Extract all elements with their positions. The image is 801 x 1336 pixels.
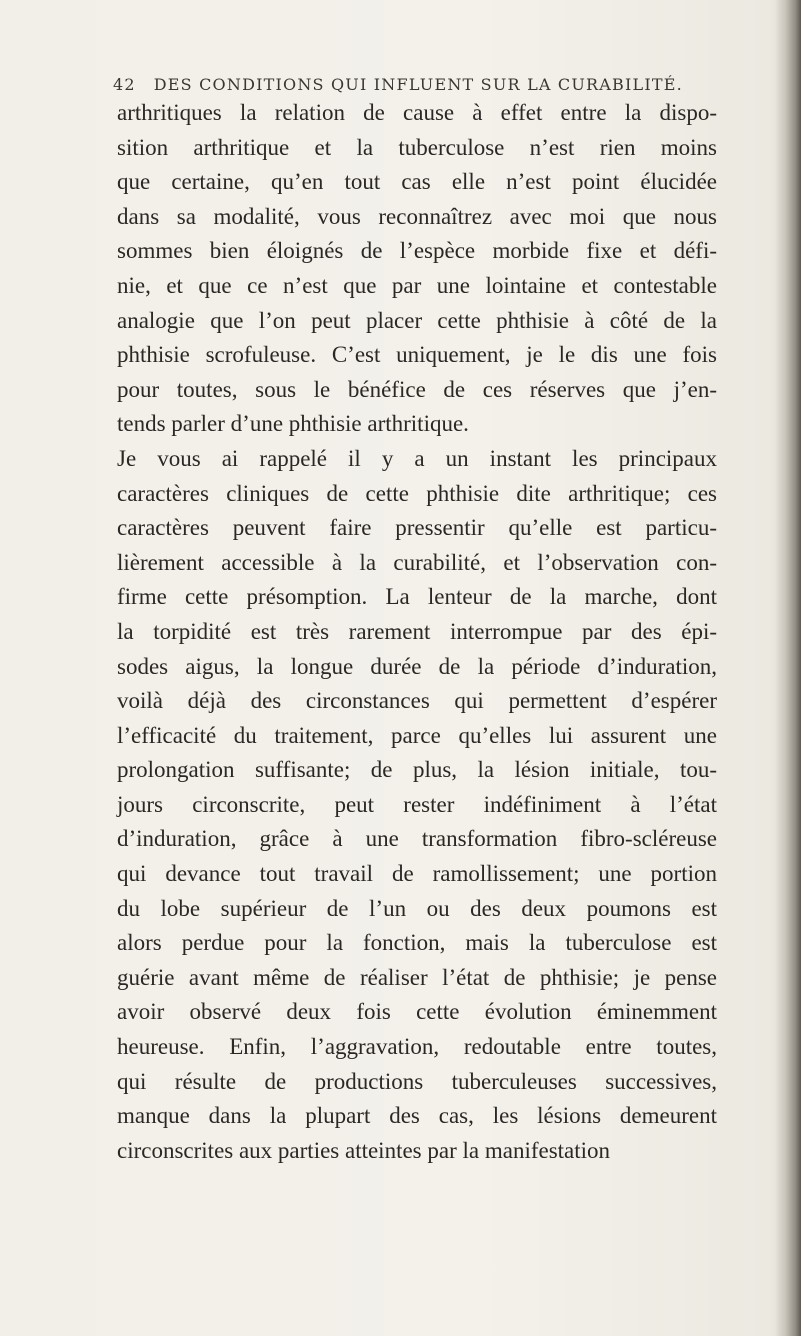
text-line: voilà déjà des circonstances qui permettent d’espérer xyxy=(117,688,717,714)
text-line: qui résulte de productions tuberculeuses successives, xyxy=(117,1068,717,1094)
text-line: sommes bien éloignés de l’espèce morbide fixe et défi- xyxy=(117,238,717,264)
text-line: alors perdue pour la fonction, mais la tuberculose est xyxy=(117,930,717,956)
text-line: tends parler d’une phthisie arthritique. xyxy=(117,411,469,437)
text-line: caractères cliniques de cette phthisie dite arthritique; ces xyxy=(117,480,717,506)
text-line: que certaine, qu’en tout cas elle n’est point élucidée xyxy=(117,169,717,195)
page-number: 42 xyxy=(113,75,136,94)
text-line: arthritiques la relation de cause à effet entre la dispo- xyxy=(117,100,717,125)
text-line: circonscrites aux parties atteintes par la manifestation xyxy=(117,1137,611,1163)
text-line: jours circonscrite, peut rester indéfiniment à l’état xyxy=(117,791,717,817)
text-line: manque dans la plupart des cas, les lésions demeurent xyxy=(117,1103,717,1129)
paragraph-start-line: Je vous ai rappelé il y a un instant les principaux xyxy=(117,445,717,471)
text-line: l’efficacité du traitement, parce qu’elles lui assurent une xyxy=(117,722,717,748)
page-edge-shadow xyxy=(775,0,801,1336)
text-line: lièrement accessible à la curabilité, et l’observation con- xyxy=(117,549,717,575)
text-line: d’induration, grâce à une transformation fibro-scléreuse xyxy=(117,826,717,852)
running-title: DES CONDITIONS QUI INFLUENT SUR LA CURABILITÉ. xyxy=(153,75,683,94)
body-text xyxy=(117,96,717,1168)
text-line: caractères peuvent faire pressentir qu’elle est particu- xyxy=(117,515,717,541)
text-line: heureuse. Enfin, l’aggravation, redoutable entre toutes, xyxy=(117,1034,717,1060)
text-line: dans sa modalité, vous reconnaîtrez avec moi que nous xyxy=(117,203,717,229)
text-line: analogie que l’on peut placer cette phthisie à côté de la xyxy=(117,307,717,333)
text-line: sition arthritique et la tuberculose n’est rien moins xyxy=(117,134,717,160)
text-line: phthisie scrofuleuse. C’est uniquement, je le dis une fois xyxy=(117,342,717,368)
text-line: sodes aigus, la longue durée de la période d’induration, xyxy=(117,653,717,679)
text-line: pour toutes, sous le bénéfice de ces réserves que j’en- xyxy=(117,376,717,402)
text-line: qui devance tout travail de ramollissement; une portion xyxy=(117,861,717,887)
text-line: guérie avant même de réaliser l’état de phthisie; je pense xyxy=(117,964,717,990)
text-line: la torpidité est très rarement interrompue par des épi- xyxy=(117,618,717,644)
text-line: du lobe supérieur de l’un ou des deux poumons est xyxy=(117,895,717,921)
text-line: prolongation suffisante; de plus, la lésion initiale, tou- xyxy=(117,757,717,783)
text-line: avoir observé deux fois cette évolution éminemment xyxy=(117,999,717,1025)
text-line: nie, et que ce n’est que par une lointaine et contestable xyxy=(117,272,717,298)
text-line: firme cette présomption. La lenteur de la marche, dont xyxy=(117,584,717,610)
running-header xyxy=(113,75,683,94)
